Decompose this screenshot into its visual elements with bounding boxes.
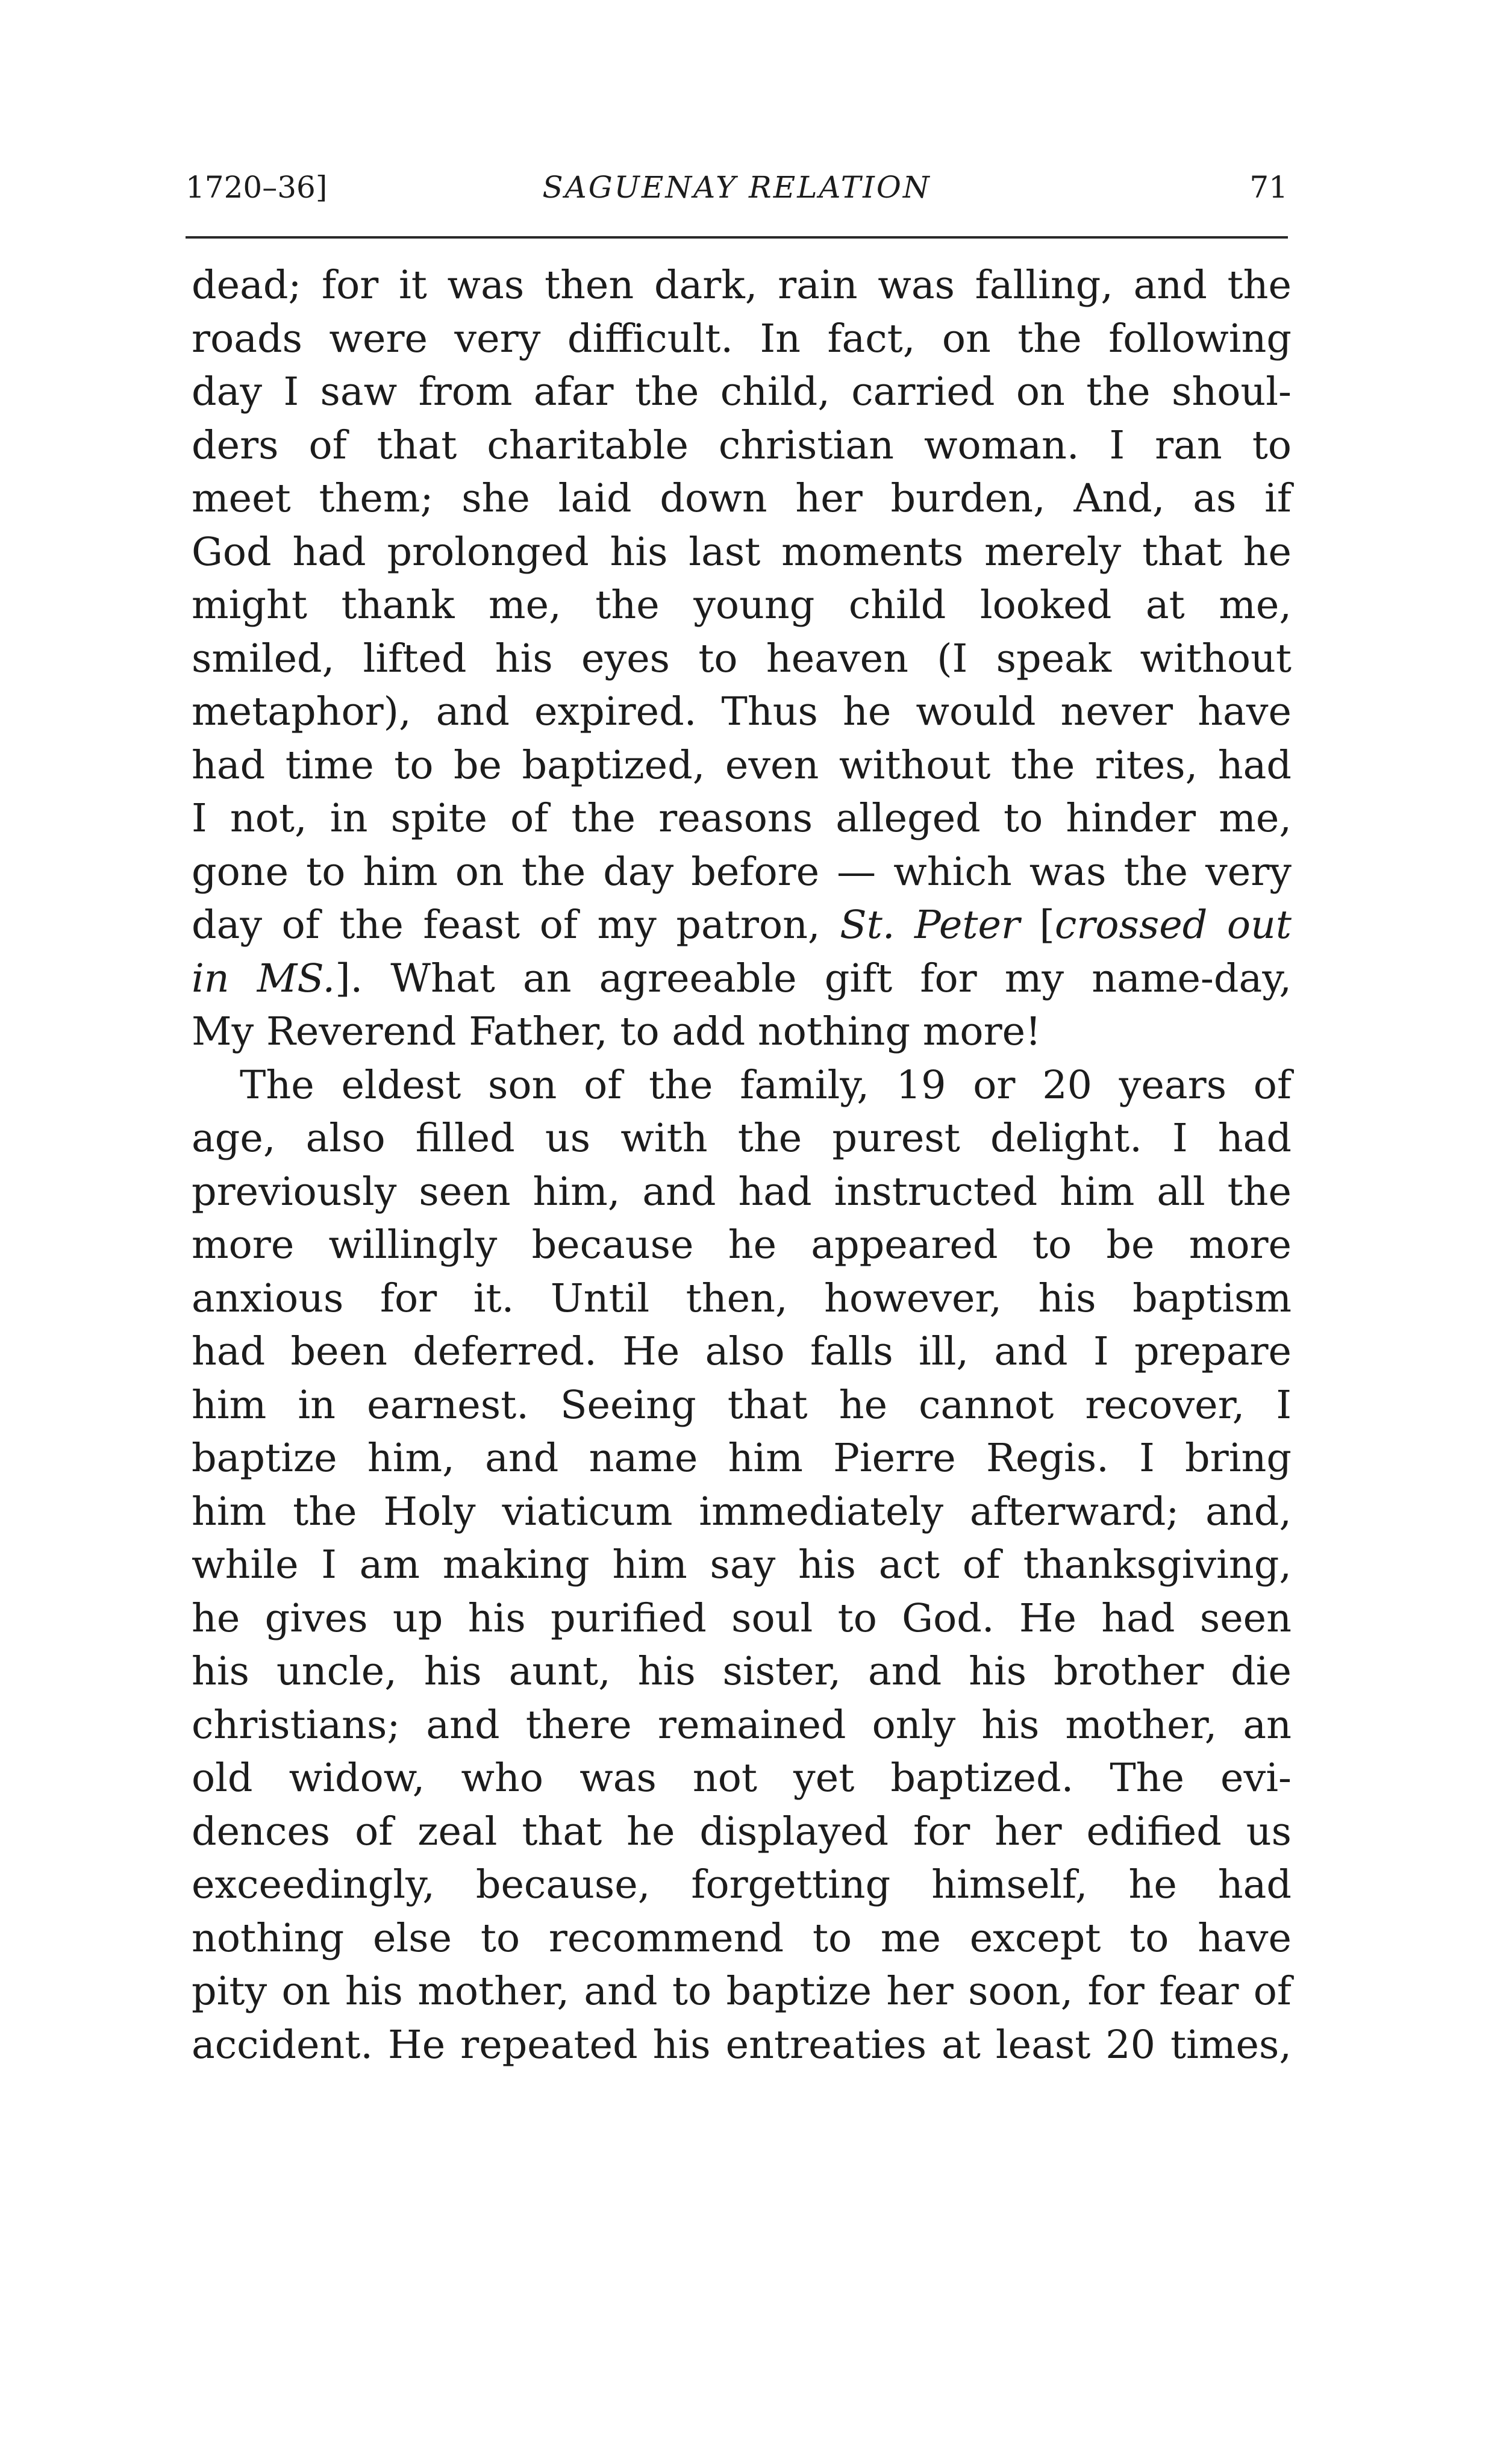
text-line: accident. He repeated his entreaties at least 20 times, [192, 2022, 1292, 2068]
text-line: dences of zeal that he displayed for her edified us [192, 1809, 1292, 1854]
italic-name: St. Peter [840, 902, 1020, 948]
text-line: day I saw from afar the child, carried on the shoul- [192, 369, 1292, 414]
running-header [186, 170, 1288, 218]
text-line: he gives up his purified soul to God. He had seen [192, 1595, 1292, 1641]
text-line: meet them; she laid down her burden, And, as if [192, 476, 1292, 521]
body-text [192, 259, 1292, 2072]
text-line: dead; for it was then dark, rain was falling, and the [192, 263, 1292, 308]
text-line: day of the feast of my patron, St. Peter [crossed out [192, 902, 1292, 948]
text-line: in MS.]. What an agreeable gift for my name-day, [192, 955, 1292, 1001]
text-line: previously seen him, and had instructed him all the [192, 1169, 1292, 1215]
text-line: I not, in spite of the reasons alleged to hinder me, [192, 796, 1292, 841]
header-date-range: 1720–36] [186, 170, 328, 205]
text-line: smiled, lifted his eyes to heaven (I speak without [192, 636, 1292, 681]
text-line: him in earnest. Seeing that he cannot recover, I [192, 1382, 1292, 1428]
text-line: pity on his mother, and to baptize her soon, for fear of [192, 1969, 1292, 2014]
italic-note: crossed out [1054, 902, 1292, 948]
text-line: him the Holy viaticum immediately afterward; and, [192, 1489, 1292, 1534]
paragraph-start-line: The eldest son of the family, 19 or 20 years of [240, 1062, 1292, 1108]
text-line: roads were very difficult. In fact, on the following [192, 316, 1292, 361]
text-line: God had prolonged his last moments merely that he [192, 529, 1292, 575]
text-line: christians; and there remained only his mother, an [192, 1702, 1292, 1748]
header-rule [186, 236, 1288, 239]
page-number: 71 [1249, 170, 1288, 205]
text-line: while I am making him say his act of thanksgiving, [192, 1542, 1292, 1587]
text-line: metaphor), and expired. Thus he would never have [192, 689, 1292, 734]
italic-note: in MS. [192, 955, 336, 1001]
header-title: SAGUENAY RELATION [542, 170, 931, 205]
text-line: old widow, who was not yet baptized. The evi- [192, 1756, 1292, 1801]
text-line: age, also filled us with the purest delight. I had [192, 1116, 1292, 1161]
text-line: gone to him on the day before — which was the very [192, 849, 1292, 895]
text-line: had time to be baptized, even without the rites, had [192, 742, 1292, 788]
text-line: nothing else to recommend to me except to have [192, 1915, 1292, 1961]
text-line: ders of that charitable christian woman. I ran to [192, 422, 1292, 468]
text-line: My Reverend Father, to add nothing more! [192, 1009, 1042, 1054]
text-line: baptize him, and name him Pierre Regis. I bring [192, 1436, 1292, 1481]
text-line: anxious for it. Until then, however, his baptism [192, 1275, 1292, 1321]
text-line: more willingly because he appeared to be more [192, 1222, 1292, 1268]
text-line: exceedingly, because, forgetting himself, he had [192, 1862, 1292, 1907]
text-line: had been deferred. He also falls ill, and I prepare [192, 1329, 1292, 1374]
text-line: might thank me, the young child looked at me, [192, 583, 1292, 628]
text-line: his uncle, his aunt, his sister, and his brother die [192, 1649, 1292, 1694]
